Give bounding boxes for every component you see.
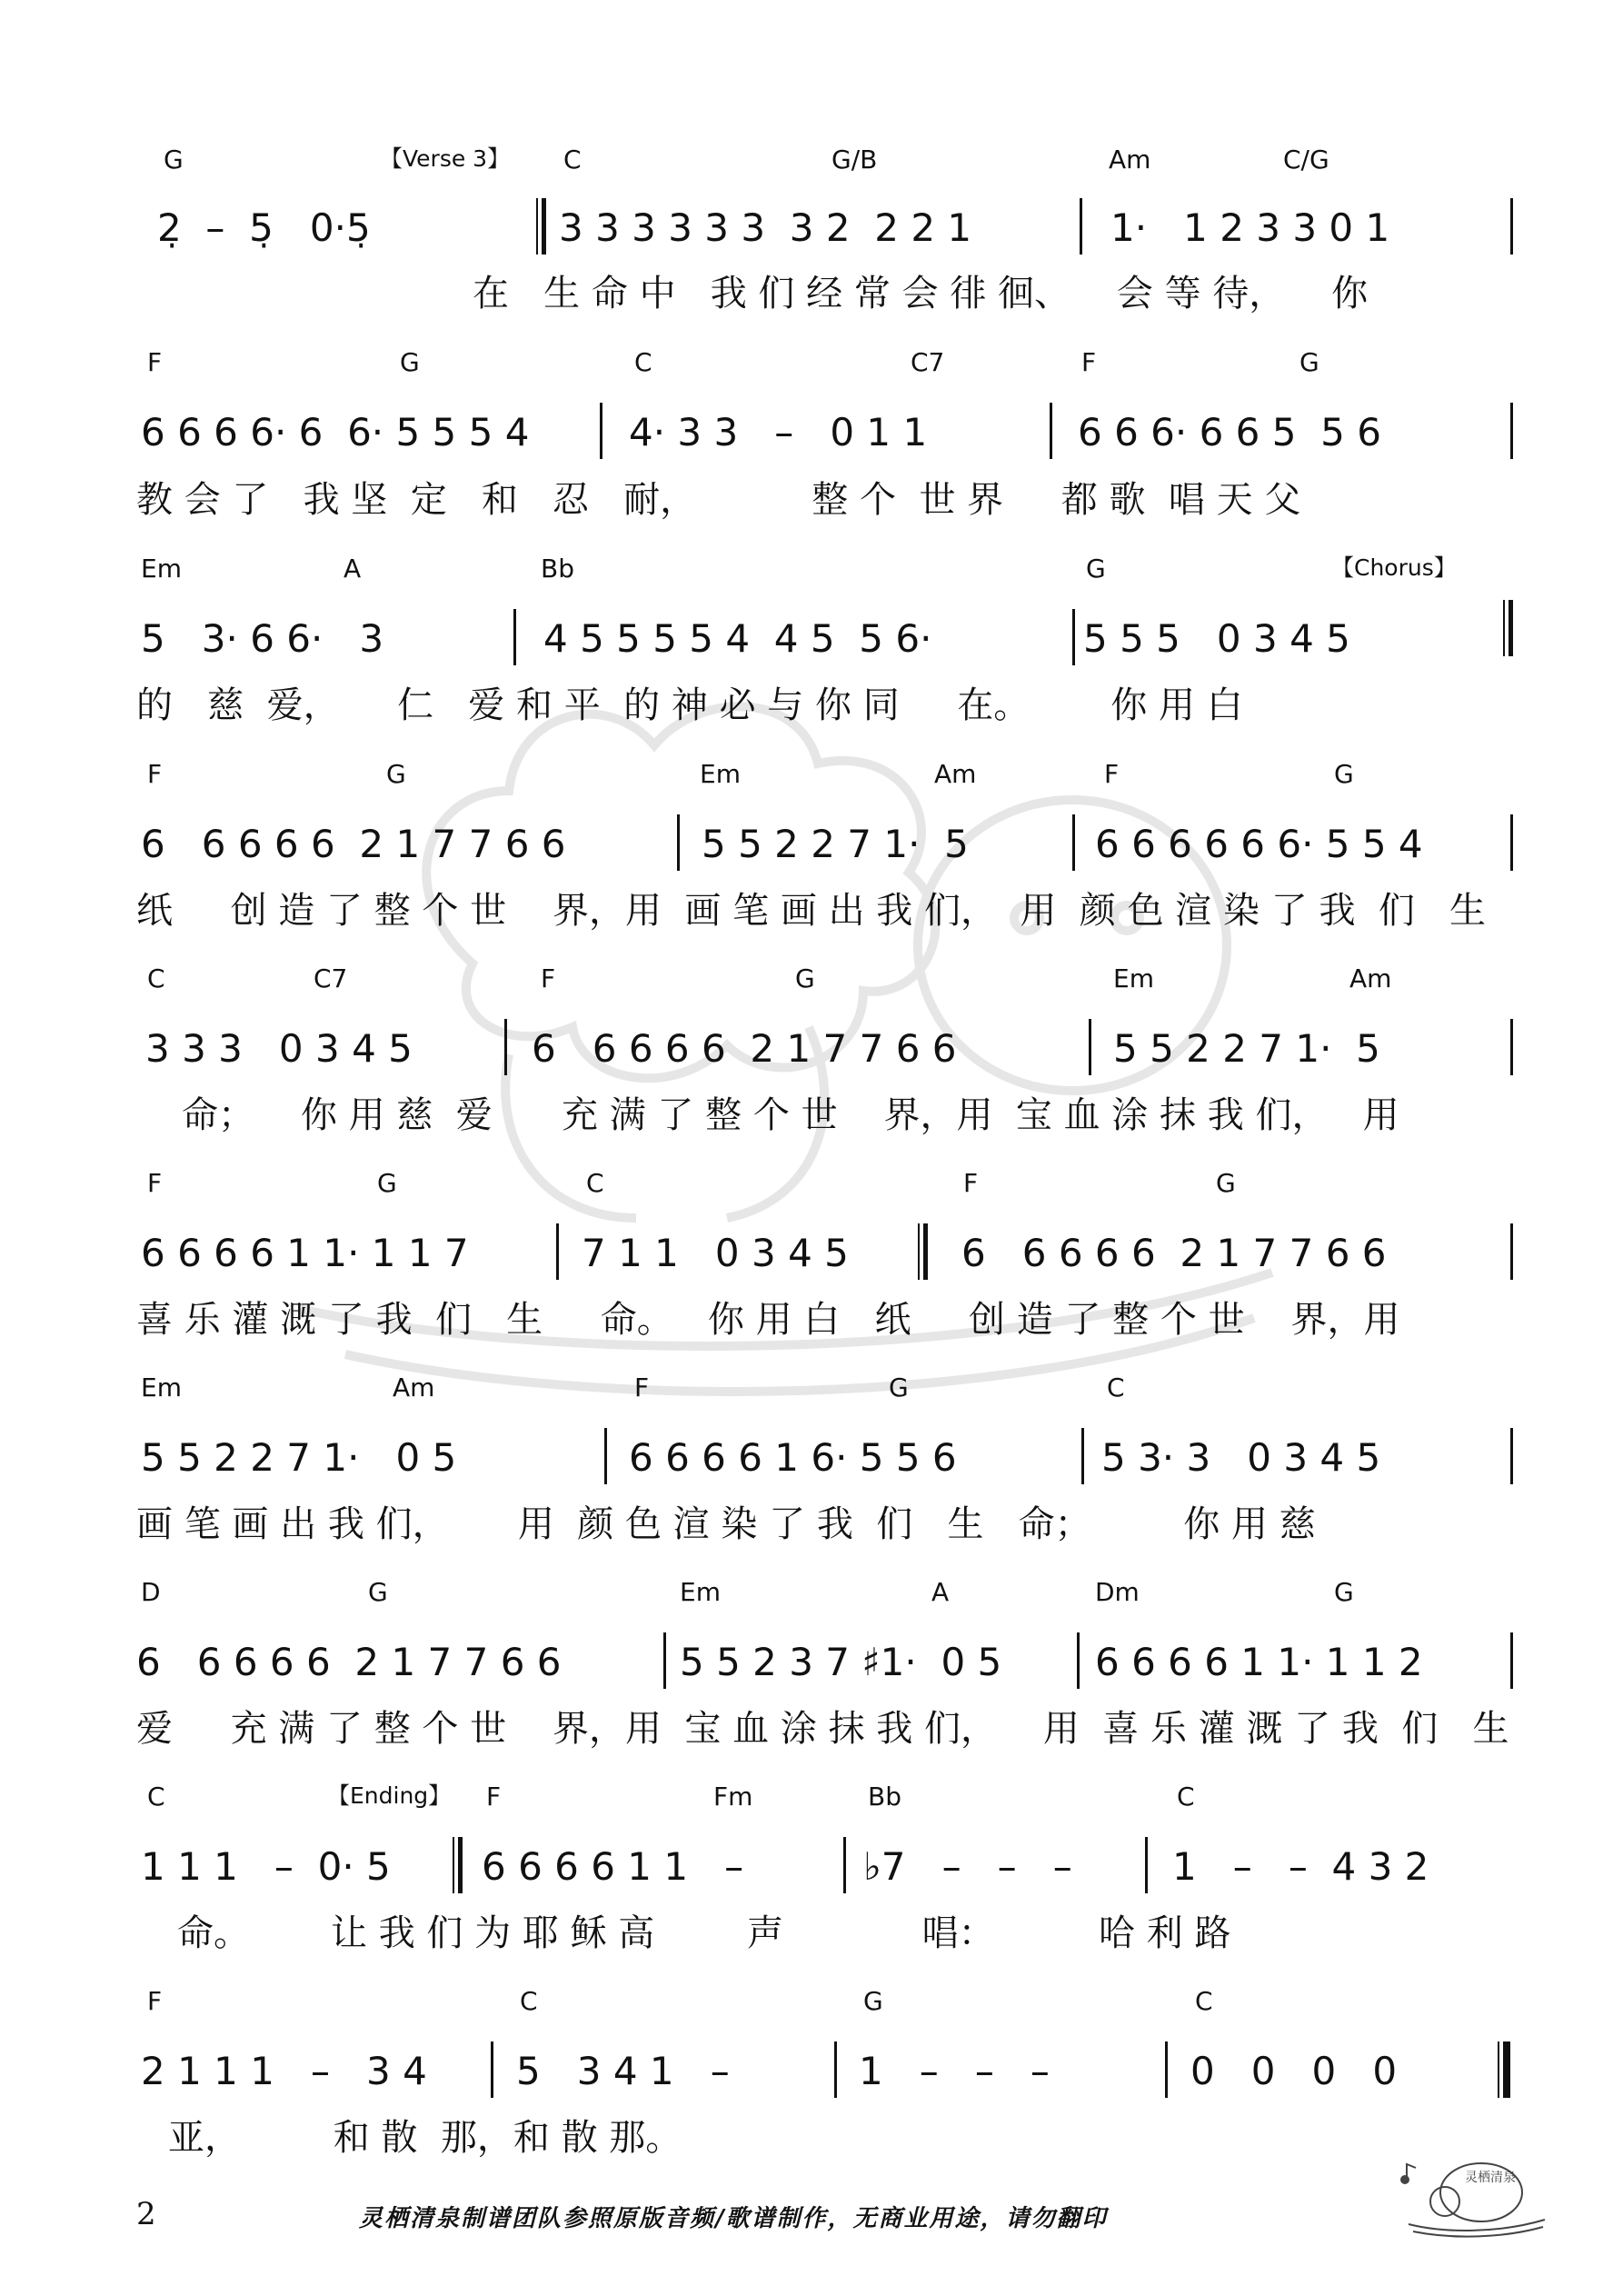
measure-notes: ♭7 – – –: [863, 1844, 1072, 1889]
lyric-line: 命； 你 用 慈 爱 充 满 了 整 个 世 界，用 宝 血 涂 抹 我 们， 用: [182, 1094, 1399, 1136]
chord-symbol: F: [147, 1986, 163, 2016]
chord-symbol: F: [147, 347, 163, 377]
barline: [1072, 814, 1075, 871]
chord-symbol: G: [795, 963, 815, 993]
barline: [1510, 403, 1513, 459]
measure-notes: 2 1 1 1 – 3 4: [141, 2049, 427, 2093]
barline: [1510, 1428, 1513, 1484]
barline: [843, 1837, 846, 1893]
measure-notes: 5 5 2 2 7 1· 0 5: [141, 1435, 457, 1480]
barline: [677, 814, 680, 871]
chord-symbol: F: [147, 1168, 163, 1198]
lyric-line: 的 慈 爱， 仁 爱 和 平 的 神 必 与 你 同 在。 你 用 白: [136, 684, 1243, 726]
chord-symbol: Am: [934, 759, 977, 789]
chord-symbol: C/G: [1283, 145, 1329, 175]
barline: [1510, 814, 1513, 871]
measure-notes: 5 3 4 1 –: [516, 2049, 730, 2093]
barline: [1089, 1019, 1091, 1075]
measure-notes: 6 6 6 6 6 2 1 7 7 6 6: [141, 822, 566, 866]
chord-symbol: Em: [1113, 963, 1154, 993]
barline: [1510, 1019, 1513, 1075]
barline: [1072, 609, 1075, 665]
barline: [504, 1019, 507, 1075]
chord-symbol: F: [963, 1168, 979, 1198]
chord-symbol: C: [147, 1782, 165, 1812]
barline: [556, 1223, 559, 1280]
chord-symbol: C: [1177, 1782, 1195, 1812]
chord-symbol: G: [164, 145, 184, 175]
measure-notes: 6 6 6 6 6 2 1 7 7 6 6: [532, 1026, 957, 1071]
chord-symbol: G: [889, 1373, 909, 1403]
lyric-line: 爱 充 满 了 整 个 世 界，用 宝 血 涂 抹 我 们， 用 喜 乐 灌 溉 了 我 们 生: [136, 1708, 1509, 1750]
chord-symbol: A: [344, 554, 362, 584]
chord-symbol: C: [147, 963, 165, 993]
barline: [604, 1428, 607, 1484]
chord-symbol: Em: [680, 1577, 721, 1607]
chord-symbol: F: [1081, 347, 1097, 377]
chord-symbol: Em: [141, 1373, 182, 1403]
lyric-line: 教 会 了 我 坚 定 和 忍 耐， 整 个 世 界 都 歌 唱 天 父: [136, 479, 1301, 521]
barline: [513, 609, 516, 665]
chord-symbol: F: [486, 1782, 502, 1812]
measure-notes: 5 5 2 2 7 1· 5: [702, 822, 969, 866]
measure-notes: 1· 1 2 3 3 0 1: [1110, 205, 1390, 250]
chord-symbol: A: [931, 1577, 950, 1607]
lyric-line: 纸 创 造 了 整 个 世 界，用 画 笔 画 出 我 们， 用 颜 色 渲 染 了 我 们 生: [136, 890, 1487, 932]
chord-symbol: G: [400, 347, 420, 377]
measure-notes: 1 – – 4 3 2: [1172, 1844, 1429, 1889]
measure-notes: 2̣ – 5̣ 0·5̣: [157, 205, 371, 250]
lyric-line: 亚， 和 散 那，和 散 那。: [168, 2117, 682, 2159]
page-number: 2: [136, 2196, 156, 2232]
chord-symbol: Fm: [713, 1782, 753, 1812]
double-barline: [918, 1223, 928, 1280]
lyric-line: 命。 让 我 们 为 耶 稣 高 声 唱： 哈 利 路: [177, 1912, 1231, 1954]
chord-symbol: G: [1216, 1168, 1236, 1198]
measure-notes: 4 5 5 5 5 4 4 5 5 6·: [543, 616, 932, 661]
chord-symbol: Em: [141, 554, 182, 584]
measure-notes: 1 1 1 – 0· 5: [141, 1844, 391, 1889]
measure-notes: 6 6 6· 6 6 5 5 6: [1078, 410, 1381, 454]
barline: [1165, 2041, 1168, 2098]
chord-symbol: G: [1334, 759, 1354, 789]
chord-symbol: Em: [700, 759, 741, 789]
chord-symbol: F: [541, 963, 556, 993]
chord-symbol: C: [1195, 1986, 1213, 2016]
measure-notes: 5 5 5 0 3 4 5: [1083, 616, 1350, 661]
barline: [834, 2041, 837, 2098]
measure-notes: 6 6 6 6 6 2 1 7 7 6 6: [961, 1231, 1387, 1275]
chord-symbol: G: [1299, 347, 1319, 377]
measure-notes: 7 1 1 0 3 4 5: [582, 1231, 849, 1275]
measure-notes: 6 6 6 6 1 1· 1 1 7: [141, 1231, 469, 1275]
chord-symbol: F: [634, 1373, 650, 1403]
measure-notes: 6 6 6 6· 6 6· 5 5 5 4: [141, 410, 530, 454]
logo-text: 灵栖清泉: [1465, 2171, 1516, 2185]
measure-notes: 6 6 6 6 1 1· 1 1 2: [1095, 1640, 1423, 1684]
chord-symbol: G: [377, 1168, 397, 1198]
measure-notes: 5 3· 6 6· 3: [141, 616, 384, 661]
footer-note: 灵栖清泉制谱团队参照原版音频/歌谱制作，无商业用途，请勿翻印: [359, 2205, 1108, 2232]
double-barline: [1503, 600, 1513, 656]
chord-symbol: C7: [314, 963, 348, 993]
measure-notes: 0 0 0 0: [1190, 2049, 1398, 2093]
barline: [1510, 198, 1513, 255]
chord-symbol: G: [1086, 554, 1106, 584]
barline: [1510, 1223, 1513, 1280]
measure-notes: 5 5 2 3 7 ♯1· 0 5: [680, 1640, 1002, 1684]
chord-symbol: Bb: [541, 554, 574, 584]
measure-notes: 4· 3 3 – 0 1 1: [629, 410, 928, 454]
chord-symbol: F: [1104, 759, 1120, 789]
measure-notes: 1 – – –: [859, 2049, 1050, 2093]
measure-notes: 5 3· 3 0 3 4 5: [1101, 1435, 1381, 1480]
measure-notes: 6 6 6 6 1 1 –: [482, 1844, 744, 1889]
chord-symbol: G: [386, 759, 406, 789]
measure-notes: 3 3 3 0 3 4 5: [145, 1026, 413, 1071]
barline: [1510, 1632, 1513, 1689]
barline: [491, 2041, 493, 2098]
chord-symbol: G: [863, 1986, 883, 2016]
chord-symbol: G: [1334, 1577, 1354, 1607]
chord-symbol: D: [141, 1577, 161, 1607]
barline: [1080, 198, 1082, 255]
chord-symbol: G: [368, 1577, 388, 1607]
barline: [1077, 1632, 1080, 1689]
chord-symbol: F: [147, 759, 163, 789]
section-marker-chorus: 【Chorus】: [1331, 554, 1457, 581]
section-marker-verse3: 【Verse 3】: [380, 145, 511, 172]
barline: [1145, 1837, 1148, 1893]
sheep-logo-icon: [1390, 2138, 1554, 2247]
chord-symbol: Am: [1349, 963, 1392, 993]
barline: [1050, 403, 1052, 459]
chord-symbol: C7: [911, 347, 945, 377]
barline: [600, 403, 602, 459]
section-marker-ending: 【Ending】: [327, 1782, 452, 1809]
chord-symbol: Am: [1109, 145, 1151, 175]
chord-symbol: Bb: [868, 1782, 901, 1812]
measure-notes: 6 6 6 6 1 6· 5 5 6: [629, 1435, 957, 1480]
measure-notes: 5 5 2 2 7 1· 5: [1113, 1026, 1380, 1071]
lyric-line: 喜 乐 灌 溉 了 我 们 生 命。 你 用 白 纸 创 造 了 整 个 世 界，用: [136, 1299, 1400, 1341]
chord-symbol: C: [1107, 1373, 1125, 1403]
chord-symbol: G/B: [831, 145, 878, 175]
chord-symbol: C: [520, 1986, 538, 2016]
lyric-line: 画 笔 画 出 我 们， 用 颜 色 渲 染 了 我 们 生 命； 你 用 慈: [136, 1503, 1316, 1545]
measure-notes: 3 3 3 3 3 3 3 2 2 2 1: [559, 205, 972, 250]
chord-symbol: Dm: [1095, 1577, 1140, 1607]
chord-symbol: C: [634, 347, 652, 377]
chord-symbol: C: [563, 145, 582, 175]
double-barline: [453, 1837, 463, 1893]
measure-notes: 6 6 6 6 6 2 1 7 7 6 6: [136, 1640, 562, 1684]
lyric-line: 在 生 命 中 我 们 经 常 会 徘 徊、 会 等 待， 你: [473, 273, 1369, 314]
barline: [663, 1632, 666, 1689]
barline: [1081, 1428, 1084, 1484]
chord-symbol: Am: [393, 1373, 435, 1403]
final-barline: [1498, 2041, 1510, 2098]
chord-symbol: C: [586, 1168, 604, 1198]
measure-notes: 6 6 6 6 6 6· 5 5 4: [1095, 822, 1423, 866]
double-barline: [536, 198, 546, 255]
